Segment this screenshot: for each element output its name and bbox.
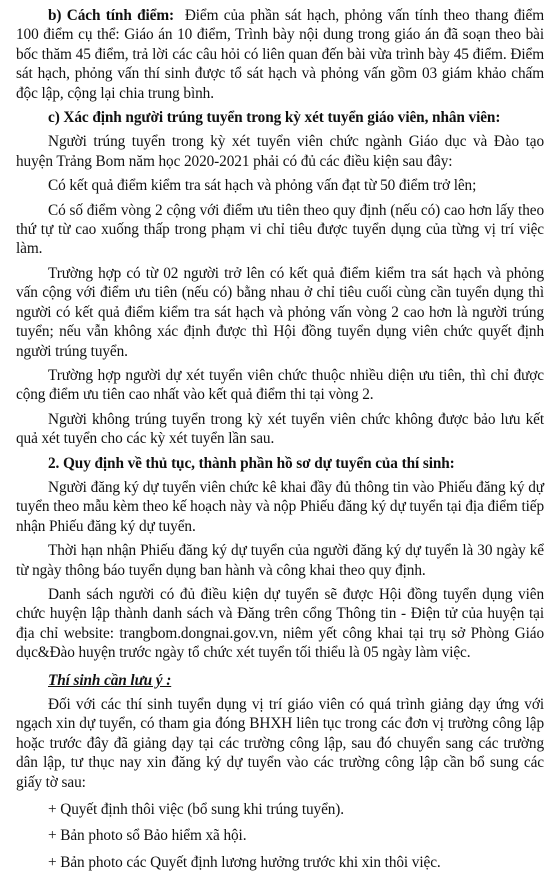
section-c-paragraph-6: Người không trúng tuyển trong kỳ xét tuyển viên chức không được bảo lưu kết quả xét tuyển cho các kỳ xét tuyển lần sau. <box>16 410 544 448</box>
section-c-heading: c) Xác định người trúng tuyển trong kỳ xét tuyển giáo viên, nhân viên: <box>48 109 501 127</box>
note-item: + Bản photo các Quyết định lương hưởng trước khi xin thôi việc. <box>48 853 441 871</box>
section-2-paragraph-2: Thời hạn nhận Phiếu đăng ký dự tuyển của người đăng ký dự tuyển là 30 ngày kể từ ngày thông báo tuyển dụng ban hành và công khai theo quy định. <box>16 542 544 579</box>
note-item: + Quyết định thôi việc (bổ sung khi trúng tuyển). <box>48 801 345 819</box>
section-2-paragraph-3: Danh sách người có đủ điều kiện dự tuyển sẽ được Hội đồng tuyển dụng viên chức huyện lập thành danh sách và Đăng trên cổng Thông tin - Điện tử của huyện tại địa chỉ website: trangbom.dongnai.gov.vn, niêm yết công khai tại trụ sở Phòng Giáo dục&Đào huyện trước ngày tổ chức xét tuyển tối thiểu là 05 ngày làm việc. <box>16 585 544 662</box>
note-paragraph: Đối với các thí sinh tuyển dụng vị trí giáo viên có quá trình giảng dạy ứng với ngạch xin dự tuyển, có tham gia đóng BHXH liên tục trong các đơn vị trường công lập hoặc trước đây đã giảng dạy tại các trường công lập, sau đó chuyển sang các trường dân lập, tư thục nay xin đăng ký dự tuyển vào các trường công lập cần bổ sung các giấy tờ sau: <box>16 696 544 791</box>
section-2-heading: 2. Quy định về thủ tục, thành phần hồ sơ dự tuyển của thí sinh: <box>48 454 455 472</box>
section-c-paragraph-5: Trường hợp người dự xét tuyển viên chức thuộc nhiều diện ưu tiên, thì chỉ được cộng điểm ưu tiên cao nhất vào kết quả điểm thi tại vòng 2. <box>16 366 544 404</box>
section-b-text: Điểm của phần sát hạch, phỏng vấn tính theo thang điểm 100 điểm cụ thể: Giáo án 10 điểm, Trình bày nội dung trong giáo án đã soạn theo bài bốc thăm 45 điểm, trả lời các câu hỏi có liên quan đến bài vừa trình bày 45 điểm. Điểm sát hạch, phỏng vấn thí sinh được tổ sát hạch và phỏng vấn gồm 03 giám khảo chấm độc lập, cộng lại chia trung bình. <box>16 7 545 102</box>
note-item: + Bản photo sổ Bảo hiểm xã hội. <box>48 827 247 845</box>
section-c-paragraph-2: Có kết quả điểm kiểm tra sát hạch và phỏng vấn đạt từ 50 điểm trở lên; <box>48 177 477 195</box>
section-c-paragraph-3: Có số điểm vòng 2 cộng với điểm ưu tiên theo quy định (nếu có) cao hơn lấy theo thứ tự từ cao xuống thấp trong phạm vi chỉ tiêu được tuyển dụng của từng vị trí việc làm. <box>16 201 544 258</box>
section-c-paragraph-4: Trường hợp có từ 02 người trở lên có kết quả điểm kiểm tra sát hạch và phỏng vấn cộng với điểm ưu tiên (nếu có) bằng nhau ở chỉ tiêu cuối cùng cần tuyển dụng thì người có kết quả điểm kiểm tra sát hạch và phỏng vấn vòng 2 cao hơn là người trúng tuyển; nếu vẫn không xác định được thì Hội đồng tuyển dụng viên chức quyết định người trúng tuyển. <box>16 264 544 360</box>
section-c-paragraph-1: Người trúng tuyển trong kỳ xét tuyển viên chức ngành Giáo dục và Đào tạo huyện Trảng Bom năm học 2020-2021 phải có đủ các điều kiện sau đây: <box>16 133 544 170</box>
section-b-label: b) Cách tính điểm: <box>48 7 175 24</box>
section-2-paragraph-1: Người đăng ký dự tuyển viên chức kê khai đầy đủ thông tin vào Phiếu đăng ký dự tuyển theo mẫu kèm theo kế hoạch này và nộp Phiếu đăng ký dự tuyển tại địa điểm tiếp nhận Phiếu đăng ký dự tuyển. <box>16 478 544 535</box>
note-title: Thí sinh cần lưu ý : <box>48 671 172 689</box>
section-b-paragraph <box>16 6 544 103</box>
